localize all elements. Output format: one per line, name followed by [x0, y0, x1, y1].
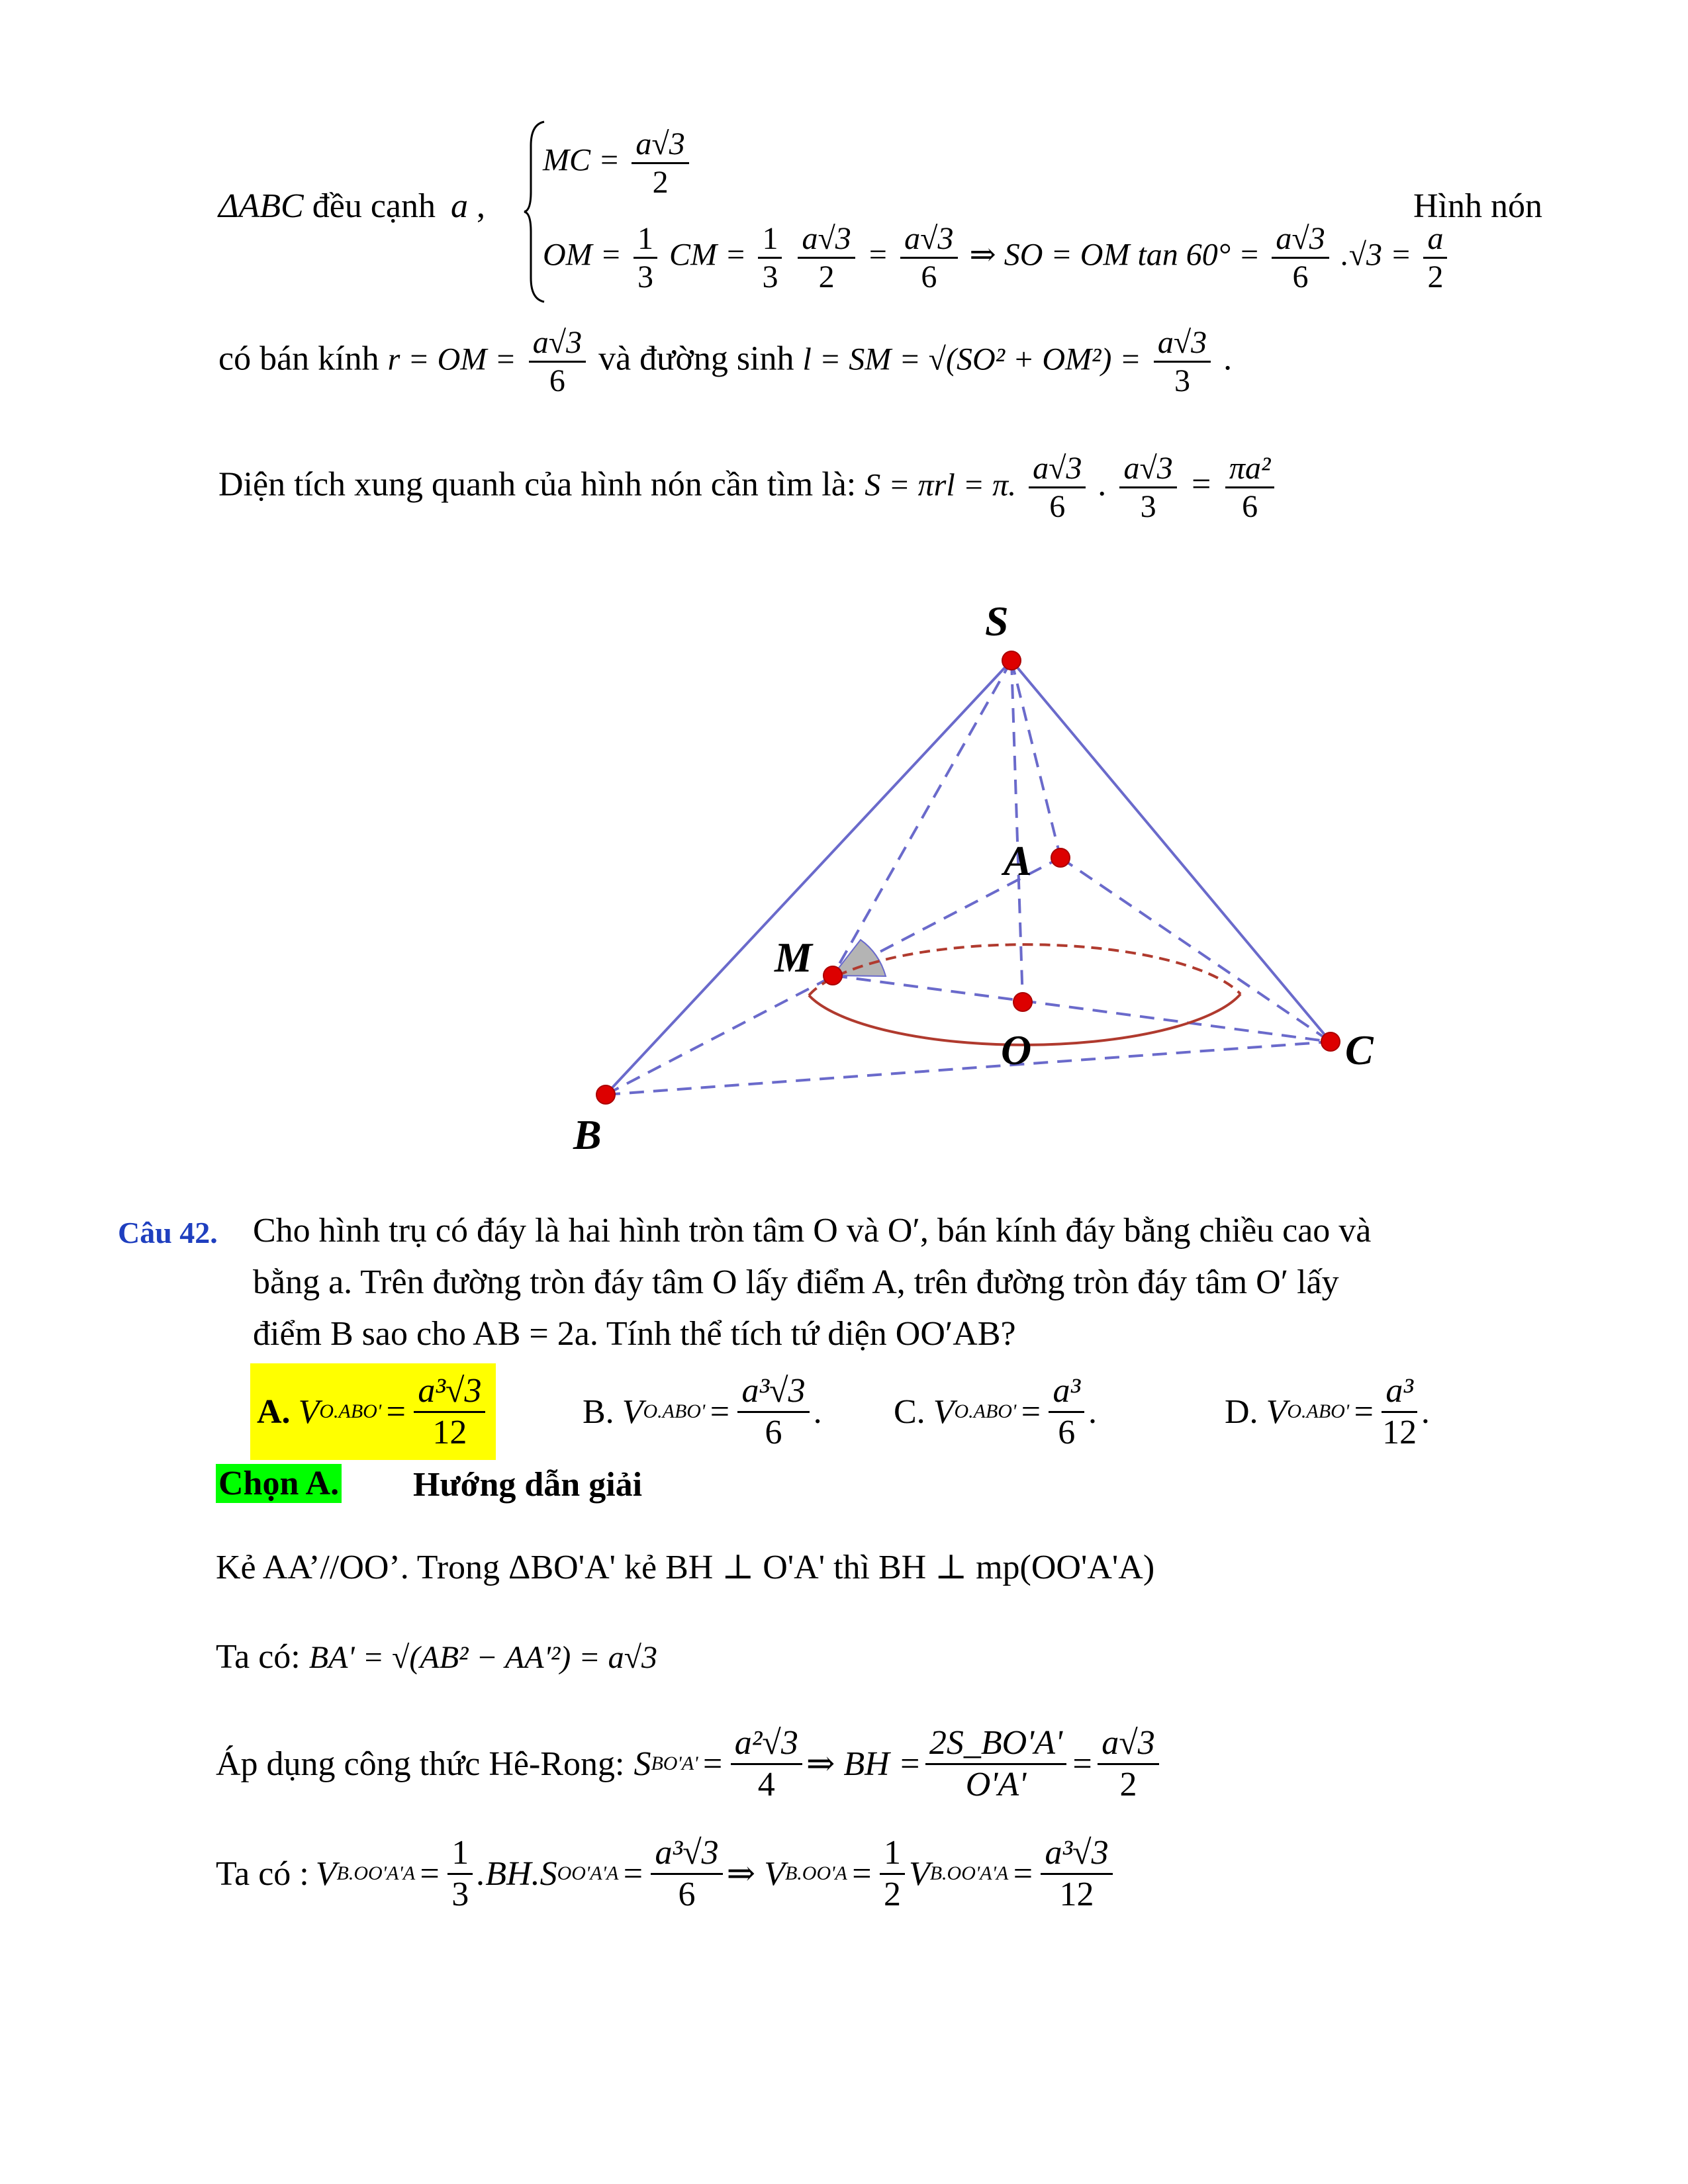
- option-c-num: a³: [1049, 1371, 1084, 1413]
- l3-text: Áp dụng công thức Hê-Rong:: [216, 1745, 625, 1783]
- option-c-den: 6: [1058, 1413, 1076, 1451]
- option-c-end: .: [1088, 1392, 1098, 1431]
- so-res-num: a: [1423, 220, 1447, 259]
- option-c-lhs: V: [933, 1392, 955, 1431]
- segment-MC: [833, 976, 1331, 1042]
- l4-sub4: B.OO'A'A: [929, 1862, 1009, 1884]
- l3-eq: =: [700, 1745, 724, 1783]
- om-cm: CM =: [669, 237, 747, 273]
- l3-num2: 2S_BO'A': [925, 1723, 1066, 1765]
- cone-text: Hình nón: [1413, 187, 1542, 225]
- option-c-letter: C.: [894, 1392, 925, 1431]
- label-O: O: [1001, 1026, 1032, 1073]
- slant-expr: l = SM = √(SO² + OM²) =: [802, 341, 1141, 377]
- radius-line: có bán kính r = OM = $\frac{a√3}{6}$ và đường sinh l = SM = √(SO² + OM²) = $\frac{a√3}{3}$ .: [218, 325, 1233, 399]
- option-a-lhs: V: [298, 1392, 320, 1431]
- option-b-sub: O.ABO': [643, 1400, 706, 1422]
- option-c-sub: O.ABO': [954, 1400, 1017, 1422]
- l4-eq: =: [418, 1854, 442, 1893]
- label-C: C: [1345, 1026, 1374, 1073]
- side-var: a: [450, 187, 468, 225]
- point-A: [1051, 848, 1070, 867]
- question-line-1: Cho hình trụ có đáy là hai hình tròn tâm O và O′, bán kính đáy bằng chiều cao và: [253, 1212, 1372, 1250]
- option-b-end: .: [813, 1392, 822, 1431]
- l3-sub: BO'A': [651, 1752, 698, 1774]
- area-text: Diện tích xung quanh của hình nón cần tìm là:: [218, 465, 857, 504]
- point-M: [823, 966, 842, 985]
- edge-BC: [606, 1042, 1331, 1095]
- option-d-eq: =: [1352, 1392, 1376, 1431]
- question-line-3: điểm B sao cho AB = 2a. Tính thể tích tứ diện OO′AB?: [253, 1315, 1016, 1353]
- option-d-num: a³: [1382, 1371, 1417, 1413]
- area-d2: 3: [1140, 489, 1156, 525]
- l4-mid: .BH.S: [477, 1854, 557, 1893]
- mc-num: a√3: [632, 126, 688, 164]
- mc-den: 2: [652, 165, 669, 201]
- om-eq: =: [867, 237, 889, 273]
- radius-den: 6: [549, 363, 565, 399]
- solution-line-1: Kẻ AA’//OO’. Trong ΔBO'A' kẻ BH ⊥ O'A' thì BH ⊥ mp(OO'A'A): [216, 1549, 1155, 1586]
- l2-expr: BA' = √(AB² − AA'²) = a√3: [308, 1640, 657, 1675]
- l3-lhs: S: [633, 1745, 651, 1783]
- area-n2: a√3: [1119, 450, 1176, 488]
- l2-text: Ta có:: [216, 1638, 301, 1676]
- l3-den3: 2: [1119, 1765, 1137, 1803]
- l4-rd: 12: [1059, 1875, 1094, 1913]
- label-M: M: [774, 934, 812, 981]
- l4-rn: a³√3: [1041, 1833, 1112, 1875]
- l3-den2: O'A': [965, 1765, 1027, 1803]
- option-b[interactable]: [583, 1366, 822, 1457]
- l4-hd: 2: [883, 1875, 901, 1913]
- om-frac3-den: 2: [818, 259, 835, 295]
- option-d-den: 12: [1382, 1413, 1417, 1451]
- triangle-label: ΔABC: [218, 187, 304, 225]
- l4-hn: 1: [880, 1833, 905, 1875]
- area-d1: 6: [1049, 489, 1066, 525]
- l4-sub2: OO'A'A: [557, 1862, 619, 1884]
- guide-heading: Hướng dẫn giải: [413, 1466, 643, 1504]
- l4-v: V: [908, 1854, 930, 1893]
- label-S: S: [985, 598, 1009, 645]
- option-c-eq: =: [1019, 1392, 1043, 1431]
- option-b-lhs: V: [622, 1392, 643, 1431]
- option-a-sub: O.ABO': [319, 1400, 382, 1422]
- l4-den: 6: [678, 1875, 696, 1913]
- point-O: [1013, 993, 1032, 1011]
- option-b-eq: =: [708, 1392, 731, 1431]
- answer-label: Chọn A.: [216, 1464, 342, 1503]
- comma: ,: [476, 187, 485, 225]
- l4-sub3: B.OO'A: [784, 1862, 847, 1884]
- area-expr: S = πrl = π.: [865, 467, 1017, 503]
- om-res-den: 6: [921, 259, 937, 295]
- option-b-letter: B.: [583, 1392, 614, 1431]
- l4-sub: B.OO'A'A: [336, 1862, 416, 1884]
- equilateral-text: đều cạnh: [312, 187, 436, 225]
- om-lhs: OM =: [543, 237, 622, 273]
- point-C: [1321, 1032, 1340, 1051]
- option-a-letter: A.: [257, 1392, 291, 1431]
- edge-SM: [833, 660, 1011, 976]
- slant-text: và đường sinh: [598, 340, 794, 378]
- option-d-lhs: V: [1266, 1392, 1288, 1431]
- area-res-num: πa²: [1225, 450, 1274, 488]
- l4-fd: 3: [451, 1875, 469, 1913]
- om-frac-num: 1: [633, 220, 657, 259]
- l3-num: a²√3: [731, 1723, 802, 1765]
- option-a-den: 12: [432, 1413, 467, 1451]
- l3-eq2: =: [1070, 1745, 1094, 1783]
- l4-eq4: =: [1011, 1854, 1035, 1893]
- solution-line-3: [216, 1721, 1163, 1807]
- l4-eq3: =: [849, 1854, 873, 1893]
- question-number: Câu 42.: [118, 1216, 218, 1250]
- option-b-den: 6: [765, 1413, 782, 1451]
- l3-mid: ⇒ BH =: [806, 1745, 921, 1783]
- edge-SO: [1011, 660, 1023, 1002]
- option-a[interactable]: [250, 1363, 496, 1460]
- option-d-letter: D.: [1225, 1392, 1258, 1431]
- om-frac-den: 3: [637, 259, 654, 295]
- option-c[interactable]: [894, 1366, 1097, 1457]
- point-S: [1002, 651, 1021, 670]
- option-d-end: .: [1421, 1392, 1430, 1431]
- point-B: [596, 1085, 615, 1104]
- so-res-den: 2: [1427, 259, 1444, 295]
- label-B: B: [573, 1111, 602, 1158]
- l4-num: a³√3: [651, 1833, 722, 1875]
- om-frac2-num: 1: [758, 220, 782, 259]
- so-expr: ⇒ SO = OM tan 60° =: [969, 237, 1260, 273]
- om-res-num: a√3: [900, 220, 957, 259]
- l4-text: Ta có :: [216, 1854, 309, 1893]
- l3-num3: a√3: [1098, 1723, 1159, 1765]
- so-num: a√3: [1272, 220, 1329, 259]
- so-den: 6: [1292, 259, 1309, 295]
- option-a-eq: =: [384, 1392, 408, 1431]
- mc-lhs: MC =: [543, 142, 620, 178]
- area-res-den: 6: [1242, 489, 1258, 525]
- solution-line-4: [216, 1831, 1117, 1917]
- l4-lhs: V: [315, 1854, 337, 1893]
- radius-expr: r = OM =: [387, 341, 516, 377]
- om-frac3-num: a√3: [798, 220, 855, 259]
- option-d-sub: O.ABO': [1287, 1400, 1350, 1422]
- l4-eq2: =: [621, 1854, 645, 1893]
- radius-num: a√3: [529, 324, 586, 363]
- area-n1: a√3: [1029, 450, 1086, 488]
- question-line-2: bằng a. Trên đường tròn đáy tâm O lấy điểm A, trên đường tròn đáy tâm O′ lấy: [253, 1263, 1339, 1301]
- label-A: A: [1004, 837, 1032, 884]
- area-line: Diện tích xung quanh của hình nón cần tìm là: S = πrl = π. $\frac{a√3}{6}$ . $\frac{a√3}{3}$ = $\frac{\text{πa²}}{6}$: [218, 450, 1278, 525]
- option-a-num: a³√3: [414, 1371, 485, 1413]
- solution-line-2: [216, 1637, 657, 1676]
- option-d[interactable]: [1225, 1366, 1430, 1457]
- slant-den: 3: [1174, 363, 1190, 399]
- option-b-num: a³√3: [737, 1371, 809, 1413]
- radius-text: có bán kính: [218, 340, 379, 378]
- l4-imp: ⇒ V: [726, 1855, 785, 1893]
- l3-den: 4: [757, 1765, 775, 1803]
- so-mult: .√3 =: [1340, 237, 1412, 273]
- edge-SB: [606, 660, 1011, 1095]
- l4-fn: 1: [447, 1833, 473, 1875]
- slant-num: a√3: [1154, 324, 1211, 363]
- om-frac2-den: 3: [762, 259, 778, 295]
